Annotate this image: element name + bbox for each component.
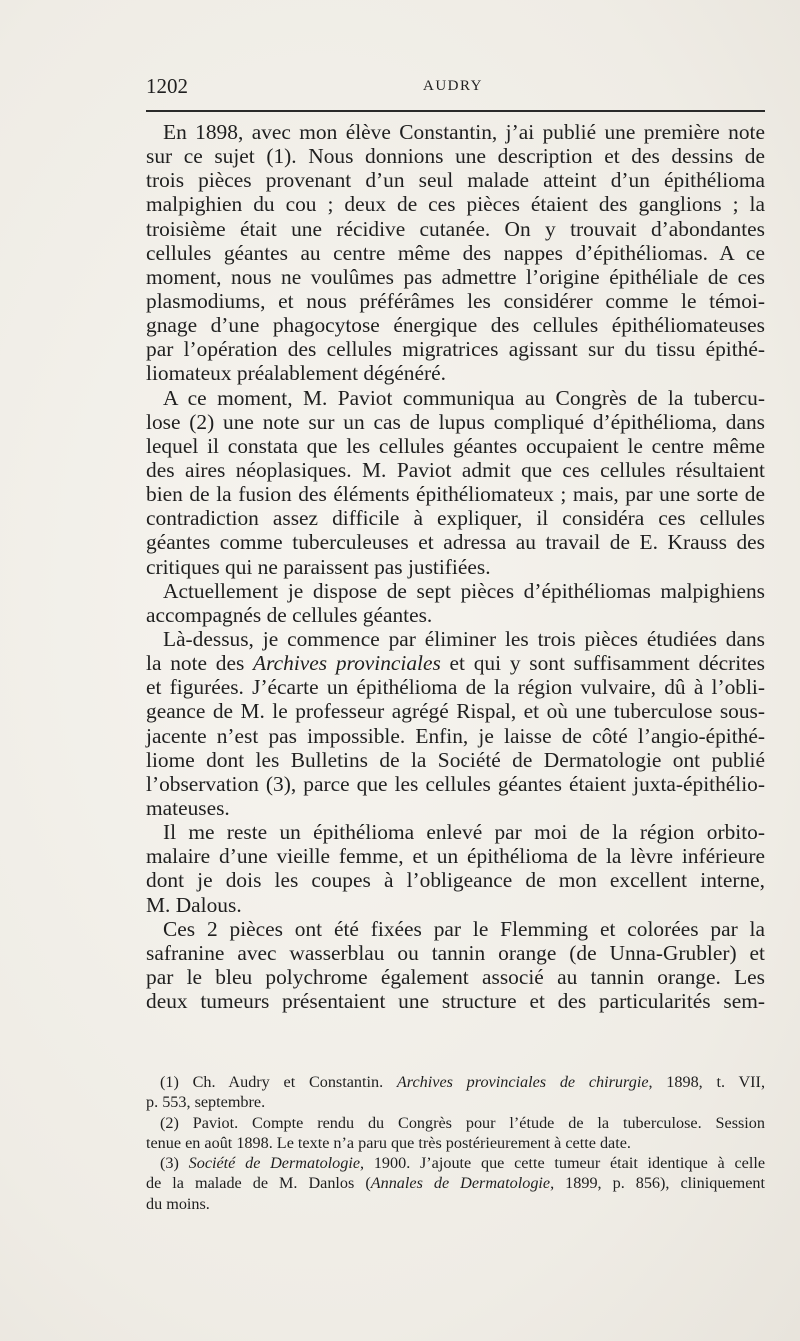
page-number: 1202 bbox=[146, 74, 188, 98]
body-line: des aires néoplasiques. M. Paviot admit que ces cellules résultaient bbox=[146, 457, 765, 482]
footnote-line: de la malade de M. Danlos (Annales de Dermatologie, 1899, p. 856), cliniquement bbox=[146, 1174, 765, 1193]
body-line: lequel il constata que les cellules géantes occupaient le centre même bbox=[146, 433, 765, 458]
body-line: moment, nous ne voulûmes pas admettre l’origine épithéliale de ces bbox=[146, 264, 765, 289]
body-line: sur ce sujet (1). Nous donnions une description et des dessins de bbox=[146, 144, 765, 169]
body-line: troisième était une récidive cutanée. On y trouvait d’abondantes bbox=[146, 216, 765, 241]
body-line: par le bleu polychrome également associé au tannin orange. Les bbox=[146, 964, 765, 989]
body-line: M. Dalous. bbox=[146, 892, 242, 917]
header-rule bbox=[146, 110, 765, 112]
body-line: géantes comme tuberculeuses et adressa au travail de E. Krauss des bbox=[146, 530, 765, 555]
italic-title: Archives provinciales de chirurgie bbox=[396, 1073, 649, 1091]
body-line: l’observation (3), parce que les cellules géantes étaient juxta-épithélio- bbox=[146, 771, 765, 796]
footnote-line: p. 553, septembre. bbox=[146, 1093, 266, 1112]
body-line: liomateux préalablement dégénéré. bbox=[146, 361, 446, 386]
body-text bbox=[146, 120, 765, 1013]
body-line: lose (2) une note sur un cas de lupus compliqué d’épithélioma, dans bbox=[146, 409, 765, 434]
body-line: malpighien du cou ; deux de ces pièces étaient des ganglions ; la bbox=[146, 192, 765, 217]
body-line: contradiction assez difficile à expliquer, il considéra ces cellules bbox=[146, 506, 765, 531]
body-line: Il me reste un épithélioma enlevé par moi de la région orbito- bbox=[163, 820, 765, 845]
footnote-line: (1) Ch. Audry et Constantin. Archives provinciales de chirurgie, 1898, t. VII, bbox=[160, 1073, 765, 1091]
body-line: mateuses. bbox=[146, 795, 230, 820]
body-line: A ce moment, M. Paviot communiqua au Congrès de la tubercu- bbox=[163, 385, 765, 410]
italic-title: Société de Dermatologie bbox=[188, 1154, 361, 1173]
footnote-line: du moins. bbox=[146, 1194, 210, 1213]
body-line: bien de la fusion des éléments épithéliomateux ; mais, par une sorte de bbox=[146, 482, 765, 507]
page-header bbox=[146, 74, 765, 100]
body-line: la note des Archives provinciales et qui y sont suffisamment décrites bbox=[146, 651, 765, 676]
footnote-line: (3) Société de Dermatologie, 1900. J’ajoute que cette tumeur était identique à celle bbox=[160, 1154, 766, 1173]
footnote-line: tenue en août 1898. Le texte n’a paru que très postérieurement à cette date. bbox=[146, 1133, 631, 1152]
body-line: malaire d’une vieille femme, et un épithélioma de la lèvre inférieure bbox=[146, 844, 765, 869]
running-head: AUDRY bbox=[423, 78, 484, 94]
body-line: plasmodiums, et nous préférâmes les considérer comme le témoi- bbox=[146, 288, 765, 313]
italic-title: Annales de Dermatologie bbox=[370, 1174, 551, 1193]
body-line: dont je dois les coupes à l’obligeance de mon excellent interne, bbox=[146, 868, 765, 893]
body-line: jacente n’est pas impossible. Enfin, je laisse de côté l’angio-épithé- bbox=[146, 723, 765, 748]
italic-title: Archives provinciales bbox=[253, 651, 441, 676]
footnote-line: (2) Paviot. Compte rendu du Congrès pour l’étude de la tuberculose. Session bbox=[160, 1113, 765, 1132]
body-line: En 1898, avec mon élève Constantin, j’ai publié une première note bbox=[163, 120, 765, 144]
body-line: Là-dessus, je commence par éliminer les trois pièces étudiées dans bbox=[163, 626, 765, 651]
body-line: liome dont les Bulletins de la Société de Dermatologie ont publié bbox=[146, 747, 765, 772]
footnotes bbox=[146, 1072, 765, 1214]
body-line: par l’opération des cellules migratrices agissant sur du tissu épithé- bbox=[146, 337, 765, 362]
body-line: Actuellement je dispose de sept pièces d’épithéliomas malpighiens bbox=[163, 578, 765, 603]
body-line: gnage d’une phagocytose énergique des cellules épithéliomateuses bbox=[146, 313, 765, 338]
body-line: deux tumeurs présentaient une structure et des particularités sem- bbox=[146, 989, 765, 1014]
body-line: safranine avec wasserblau ou tannin orange (de Unna-Grubler) et bbox=[146, 940, 765, 965]
body-line: Ces 2 pièces ont été fixées par le Flemming et colorées par la bbox=[163, 916, 765, 941]
body-line: et figurées. J’écarte un épithélioma de la région vulvaire, dû à l’obli- bbox=[146, 675, 765, 700]
body-line: geance de M. le professeur agrégé Rispal, et où une tuberculose sous- bbox=[146, 699, 765, 724]
body-line: accompagnés de cellules géantes. bbox=[146, 602, 433, 627]
body-line: critiques qui ne paraissent pas justifiées. bbox=[146, 554, 491, 579]
body-line: trois pièces provenant d’un seul malade atteint d’un épithélioma bbox=[146, 168, 765, 193]
body-line: cellules géantes au centre même des nappes d’épithéliomas. A ce bbox=[146, 240, 765, 265]
